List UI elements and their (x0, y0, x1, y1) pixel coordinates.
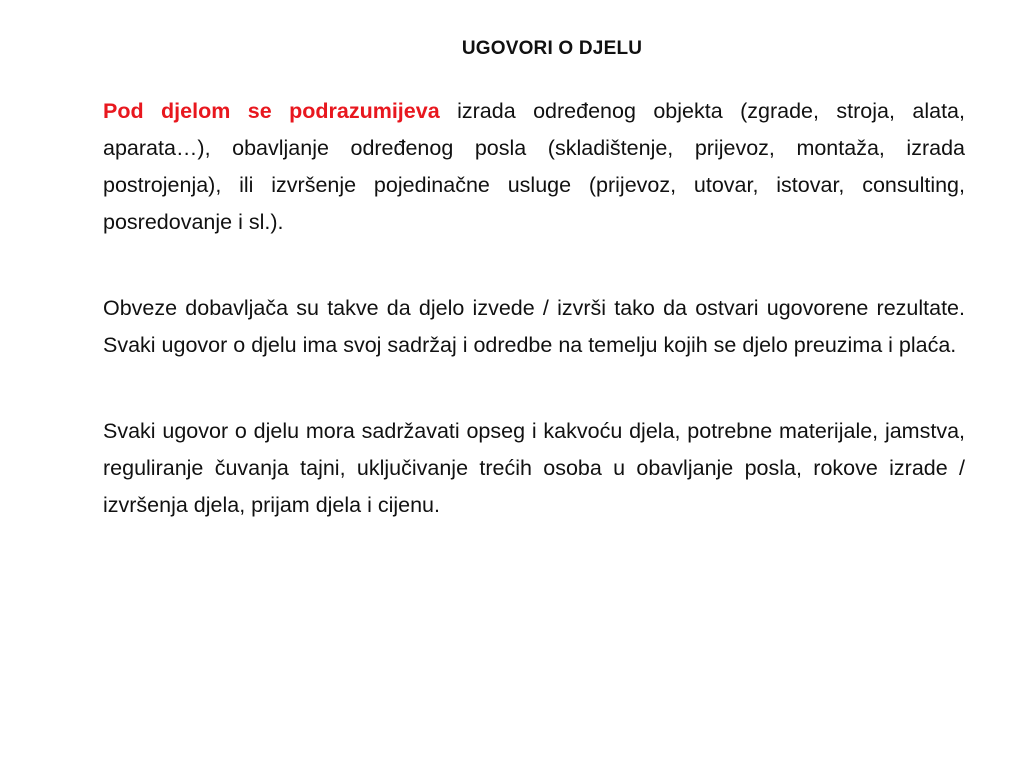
slide-body (103, 93, 965, 573)
paragraph-obligations (103, 290, 965, 364)
definition-text: izrada određenog objekta (zgrade, stroja, alata, aparata…), obavljanje određenog posla (skladištenje, prijevoz, montaža, izrada postrojenja), ili izvršenje pojedinačne usluge (prijevoz, utovar, istovar, consulting, posredovanje i sl.). (103, 99, 965, 234)
paragraph-contents (103, 413, 965, 524)
definition-lead: Pod djelom se podrazumijeva (103, 99, 440, 123)
paragraph-definition (103, 93, 965, 241)
obligations-text: Obveze dobavljača su takve da djelo izvede / izvrši tako da ostvari ugovorene rezultate. Svaki ugovor o djelu ima svoj sadržaj i odredbe na temelju kojih se djelo preuzima i plaća. (103, 296, 965, 357)
slide-title: UGOVORI O DJELU (461, 38, 643, 59)
contents-text: Svaki ugovor o djelu mora sadržavati opseg i kakvoću djela, potrebne materijale, jamstva, reguliranje čuvanja tajni, uključivanje trećih osoba u obavljanje posla, rokove izrade / izvršenja djela, prijam djela i cijenu. (103, 419, 965, 517)
